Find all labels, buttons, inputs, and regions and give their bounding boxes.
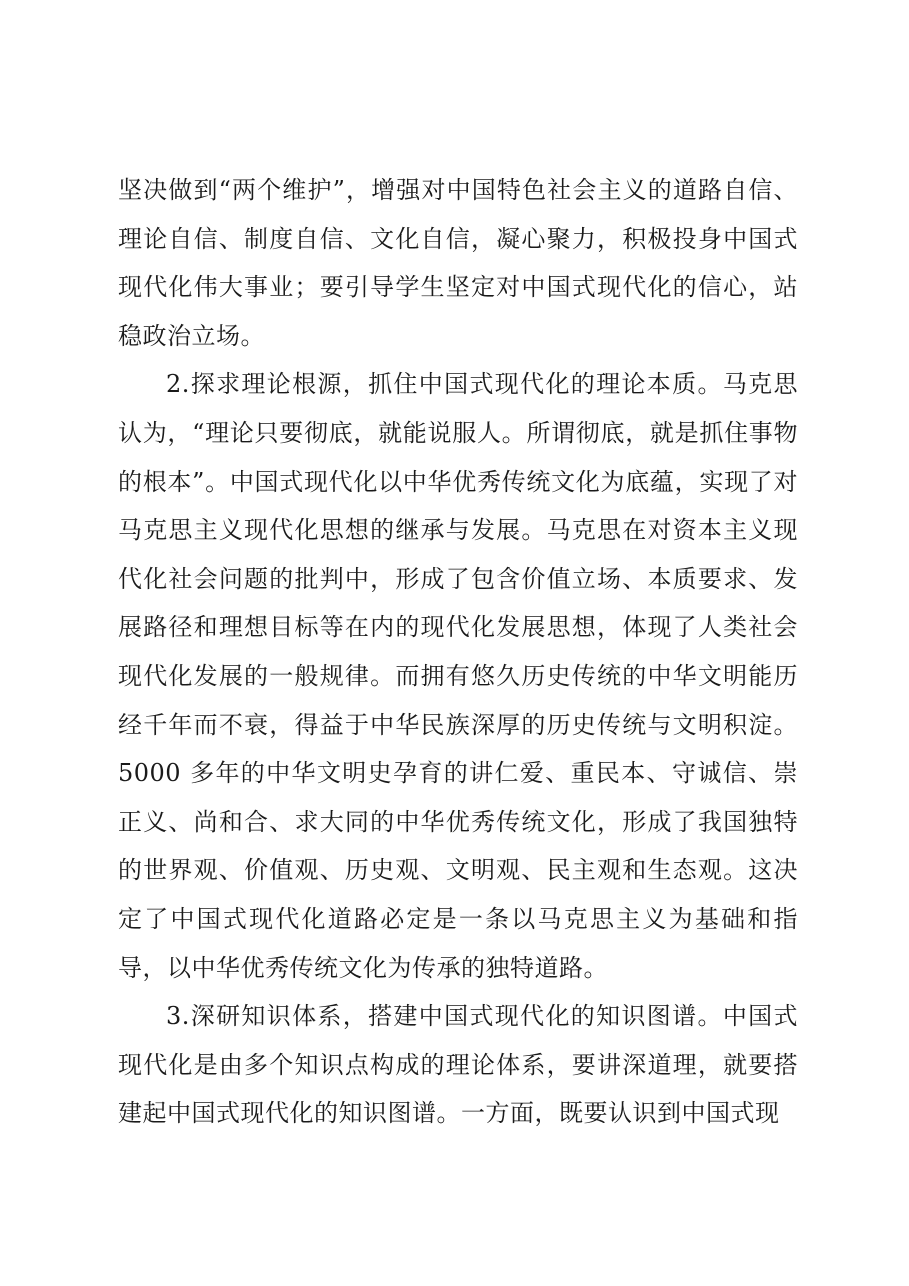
paragraph-section-2: 2.探求理论根源，抓住中国式现代化的理论本质。马克思认为，“理论只要彻底，就能说服人。所谓彻底，就是抓住事物的根本”。中国式现代化以中华优秀传统文化为底蕴，实现了对马克思主义现代化思想的继承与发展。马克思在对资本主义现代化社会问题的批判中，形成了包含价值立场、本质要求、发展路径和理想目标等在内的现代化发展思想，体现了人类社会现代化发展的一般规律。而拥有悠久历史传统的中华文明能历经千年而不衰，得益于中华民族深厚的历史传统与文明积淀。5000 多年的中华文明史孕育的讲仁爱、重民本、守诚信、崇正义、尚和合、求大同的中华优秀传统文化，形成了我国独特的世界观、价值观、历史观、文明观、民主观和生态观。这决定了中国式现代化道路必定是一条以马克思主义为基础和指导，以中华优秀传统文化为传承的独特道路。 <box>118 370 798 982</box>
paragraph-continuation: 坚决做到“两个维护”，增强对中国特色社会主义的道路自信、理论自信、制度自信、文化自信，凝心聚力，积极投身中国式现代化伟大事业；要引导学生坚定对中国式现代化的信心，站稳政治立场。 <box>118 176 798 350</box>
paragraph-section-3: 3.深研知识体系，搭建中国式现代化的知识图谱。中国式现代化是由多个知识点构成的理论体系，要讲深道理，就要搭建起中国式现代化的知识图谱。一方面，既要认识到中国式现 <box>118 1002 798 1128</box>
document-body <box>118 166 798 1138</box>
